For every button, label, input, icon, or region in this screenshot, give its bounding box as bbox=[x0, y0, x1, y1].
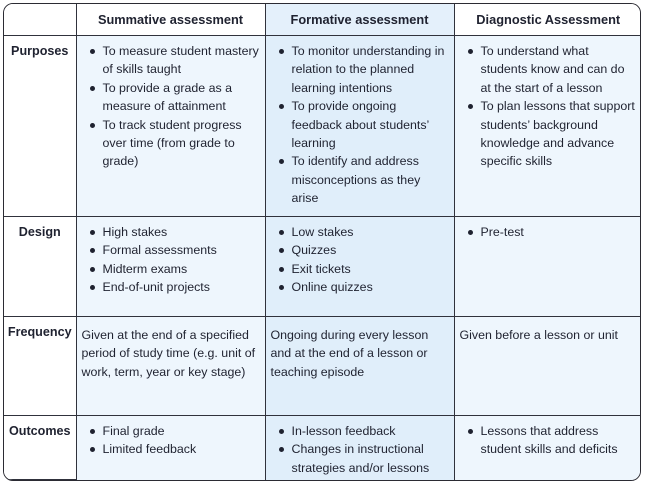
list-item: Lessons that address student skills and deficits bbox=[481, 422, 639, 459]
frequency-summative-text: Given at the end of a specified period of study time (e.g. unit of work, term, year or key stage) bbox=[81, 328, 256, 379]
outcomes-diagnostic-list bbox=[455, 416, 642, 459]
frequency-row-label: Frequency bbox=[4, 317, 76, 416]
list-item: Final grade bbox=[103, 422, 261, 440]
design-row bbox=[4, 217, 641, 317]
list-item: Low stakes bbox=[292, 223, 450, 241]
assessment-comparison-table-frame bbox=[3, 3, 641, 481]
list-item: To measure student mastery of skills taught bbox=[103, 42, 261, 79]
list-item: Exit tickets bbox=[292, 260, 450, 278]
list-item: To track student progress over time (from grade to grade) bbox=[103, 116, 261, 171]
list-item: Midterm exams bbox=[103, 260, 261, 278]
outcomes-row-label: Outcomes bbox=[4, 416, 76, 480]
purposes-summative-cell bbox=[76, 36, 265, 217]
list-item: To monitor understanding in relation to the planned learning intentions bbox=[292, 42, 450, 97]
design-diagnostic-cell bbox=[454, 217, 641, 317]
assessment-comparison-table bbox=[4, 4, 641, 480]
outcomes-formative-cell bbox=[265, 416, 454, 480]
list-item: To understand what students know and can do at the start of a lesson bbox=[481, 42, 639, 97]
design-formative-list bbox=[266, 217, 454, 297]
formative-header: Formative assessment bbox=[265, 4, 454, 36]
outcomes-row bbox=[4, 416, 641, 480]
purposes-row bbox=[4, 36, 641, 217]
list-item: Quizzes bbox=[292, 241, 450, 259]
purposes-summative-list bbox=[77, 36, 265, 171]
outcomes-summative-cell bbox=[76, 416, 265, 480]
outcomes-summative-list bbox=[77, 416, 265, 459]
list-item: Changes in instructional strategies and/or lessons bbox=[292, 440, 450, 477]
outcomes-diagnostic-cell bbox=[454, 416, 641, 480]
list-item: In-lesson feedback bbox=[292, 422, 450, 440]
list-item: High stakes bbox=[103, 223, 261, 241]
purposes-formative-cell bbox=[265, 36, 454, 217]
frequency-row bbox=[4, 317, 641, 416]
frequency-diagnostic-text: Given before a lesson or unit bbox=[459, 328, 618, 342]
header-row bbox=[4, 4, 641, 36]
list-item: Limited feedback bbox=[103, 440, 261, 458]
frequency-formative-text: Ongoing during every lesson and at the end of a lesson or teaching episode bbox=[270, 328, 429, 379]
list-item: To provide a grade as a measure of attainment bbox=[103, 79, 261, 116]
list-item: Pre-test bbox=[481, 223, 639, 241]
purposes-diagnostic-cell bbox=[454, 36, 641, 217]
list-item: To plan lessons that support students’ background knowledge and advance specific skills bbox=[481, 97, 639, 171]
design-diagnostic-list bbox=[455, 217, 642, 241]
list-item: Online quizzes bbox=[292, 278, 450, 296]
frequency-diagnostic-cell bbox=[454, 317, 641, 416]
list-item: End-of-unit projects bbox=[103, 278, 261, 296]
corner-header bbox=[4, 4, 76, 36]
list-item: To provide ongoing feedback about students’ learning bbox=[292, 97, 450, 152]
design-summative-list bbox=[77, 217, 265, 297]
outcomes-formative-list bbox=[266, 416, 454, 477]
purposes-diagnostic-list bbox=[455, 36, 642, 171]
frequency-formative-cell bbox=[265, 317, 454, 416]
design-formative-cell bbox=[265, 217, 454, 317]
list-item: To identify and address misconceptions as they arise bbox=[292, 152, 450, 207]
purposes-formative-list bbox=[266, 36, 454, 208]
diagnostic-header: Diagnostic Assessment bbox=[454, 4, 641, 36]
design-row-label: Design bbox=[4, 217, 76, 317]
summative-header: Summative assessment bbox=[76, 4, 265, 36]
frequency-summative-cell bbox=[76, 317, 265, 416]
design-summative-cell bbox=[76, 217, 265, 317]
purposes-row-label: Purposes bbox=[4, 36, 76, 217]
list-item: Formal assessments bbox=[103, 241, 261, 259]
